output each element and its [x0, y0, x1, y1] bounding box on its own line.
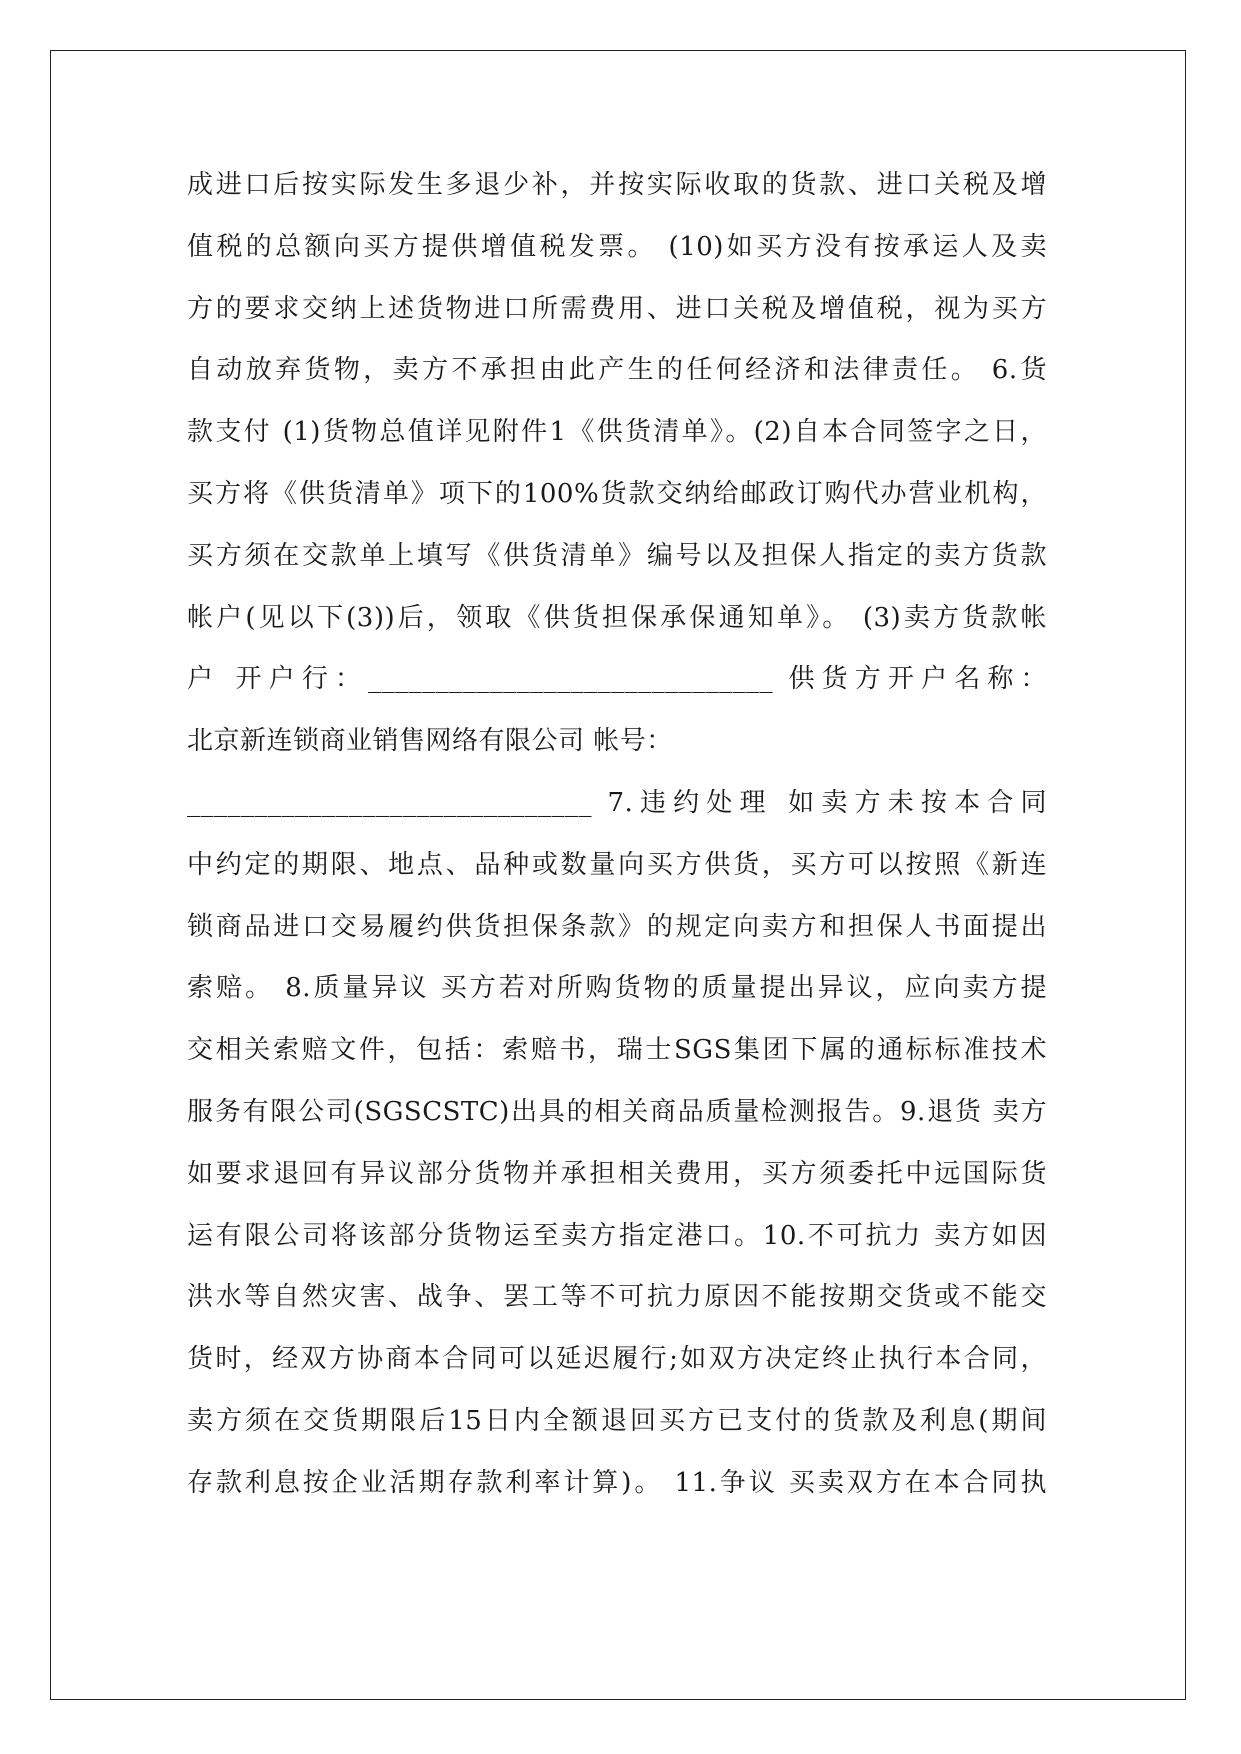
text-line: 货时，经双方协商本合同可以延迟履行;如双方决定终止执行本合同， [187, 1344, 1047, 1375]
text-line: 值税的总额向买方提供增值税发票。 (10)如买方没有按承运人及卖 [187, 231, 1047, 262]
text-line: 运有限公司将该部分货物运至卖方指定港口。10.不可抗力 卖方如因 [187, 1220, 1047, 1251]
text-line: 买方须在交款单上填写《供货清单》编号以及担保人指定的卖方货款 [187, 540, 1047, 571]
text-line: 洪水等自然灾害、战争、罢工等不可抗力原因不能按期交货或不能交 [187, 1282, 1047, 1313]
text-line: 服务有限公司(SGSCSTC)出具的相关商品质量检测报告。9.退货 卖方 [187, 1096, 1047, 1127]
text-line: 中约定的期限、地点、品种或数量向买方供货，买方可以按照《新连 [187, 849, 1047, 880]
text-line: 存款利息按企业活期存款利率计算)。 11.争议 买卖双方在本合同执 [187, 1467, 1047, 1498]
text-line: 方的要求交纳上述货物进口所需费用、进口关税及增值税，视为买方 [187, 293, 1047, 324]
text-line: 交相关索赔文件，包括：索赔书，瑞士SGS集团下属的通标标准技术 [187, 1035, 1047, 1066]
text-line: 索赔。 8.质量异议 买方若对所购货物的质量提出异议，应向卖方提 [187, 973, 1047, 1004]
contract-body-text [187, 155, 1047, 1515]
text-line: 自动放弃货物，卖方不承担由此产生的任何经济和法律责任。 6.货 [187, 355, 1047, 386]
text-line: 卖方须在交货期限后15日内全额退回买方已支付的货款及利息(期间 [187, 1405, 1047, 1436]
text-line: 款支付 (1)货物总值详见附件1《供货清单》。(2)自本合同签字之日， [187, 417, 1047, 448]
text-line: 买方将《供货清单》项下的100%货款交纳给邮政订购代办营业机构， [187, 478, 1047, 509]
text-line: 北京新连锁商业销售网络有限公司 帐号： [187, 726, 673, 757]
text-line: 锁商品进口交易履约供货担保条款》的规定向卖方和担保人书面提出 [187, 911, 1047, 942]
text-line: 户 开户行：______________________________ 供货方开户名称： [187, 664, 1047, 695]
text-line: ______________________________ 7.违约处理 如卖方未按本合同 [187, 787, 1047, 818]
text-line: 如要求退回有异议部分货物并承担相关费用，买方须委托中远国际货 [187, 1158, 1047, 1189]
text-line: 成进口后按实际发生多退少补，并按实际收取的货款、进口关税及增 [187, 170, 1047, 200]
text-line: 帐户(见以下(3))后，领取《供货担保承保通知单》。 (3)卖方货款帐 [187, 602, 1047, 633]
